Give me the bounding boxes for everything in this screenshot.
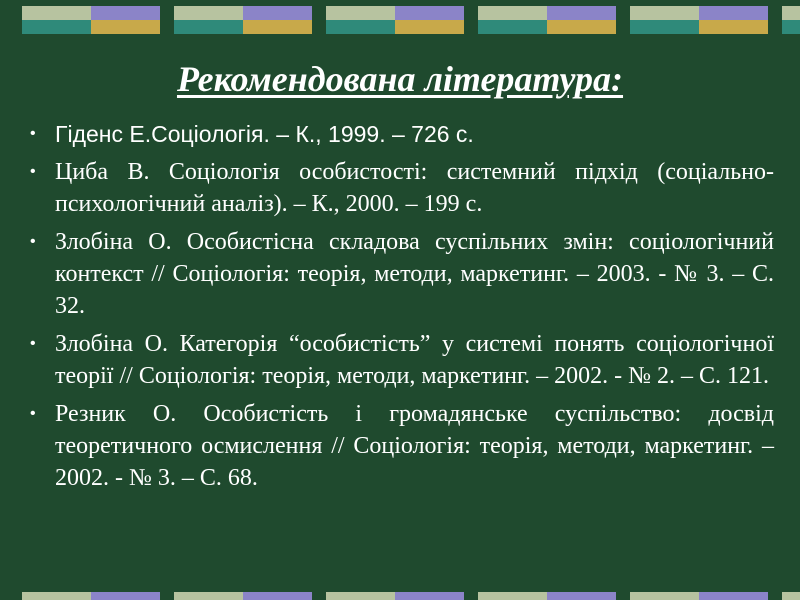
decorative-tile — [174, 592, 312, 600]
list-item — [28, 398, 774, 494]
list-item-text: Резник О. Особистість і громадянське суспільство: досвід теоретичного осмислення // Соціологія: теорія, методи, маркетинг. – 2002. - № 3. – С. 68. — [55, 401, 774, 491]
decorative-tile — [782, 592, 800, 600]
bullet-icon: • — [30, 405, 36, 422]
decorative-top-band — [0, 0, 800, 40]
bullet-icon: • — [30, 163, 36, 180]
bibliography-list — [28, 118, 774, 500]
list-item — [28, 118, 774, 150]
decorative-tile — [478, 592, 616, 600]
page-title: Рекомендована література: — [176, 59, 624, 99]
list-item-text: Злобіна О. Категорія “особистість” у системі понять соціологічної теорії // Соціологія: теорія, методи, маркетинг. – 2002. - № 2. – С. 121. — [55, 331, 774, 389]
decorative-tile — [630, 592, 768, 600]
decorative-tile — [478, 6, 616, 34]
decorative-tile — [782, 6, 800, 34]
decorative-tile — [22, 6, 160, 34]
decorative-tile — [326, 592, 464, 600]
decorative-tile — [22, 592, 160, 600]
list-item-text: Гіденс Е.Соціологія. – К., 1999. – 726 с. — [55, 121, 474, 147]
list-item — [28, 328, 774, 392]
decorative-bottom-band — [0, 592, 800, 600]
decorative-tile — [174, 6, 312, 34]
list-item-text: Злобіна О. Особистісна складова суспільних змін: соціологічний контекст // Соціологія: теорія, методи, маркетинг. – 2003. - № 3. – С. 32. — [55, 229, 774, 319]
decorative-tile — [326, 6, 464, 34]
decorative-tile — [630, 6, 768, 34]
list-item — [28, 156, 774, 220]
bullet-icon: • — [30, 233, 36, 250]
list-item — [28, 226, 774, 322]
list-item-text: Циба В. Соціологія особистості: системний підхід (соціально-психологічний аналіз). – К., 2000. – 199 с. — [55, 159, 774, 217]
bullet-icon: • — [30, 125, 36, 142]
bullet-icon: • — [30, 335, 36, 352]
